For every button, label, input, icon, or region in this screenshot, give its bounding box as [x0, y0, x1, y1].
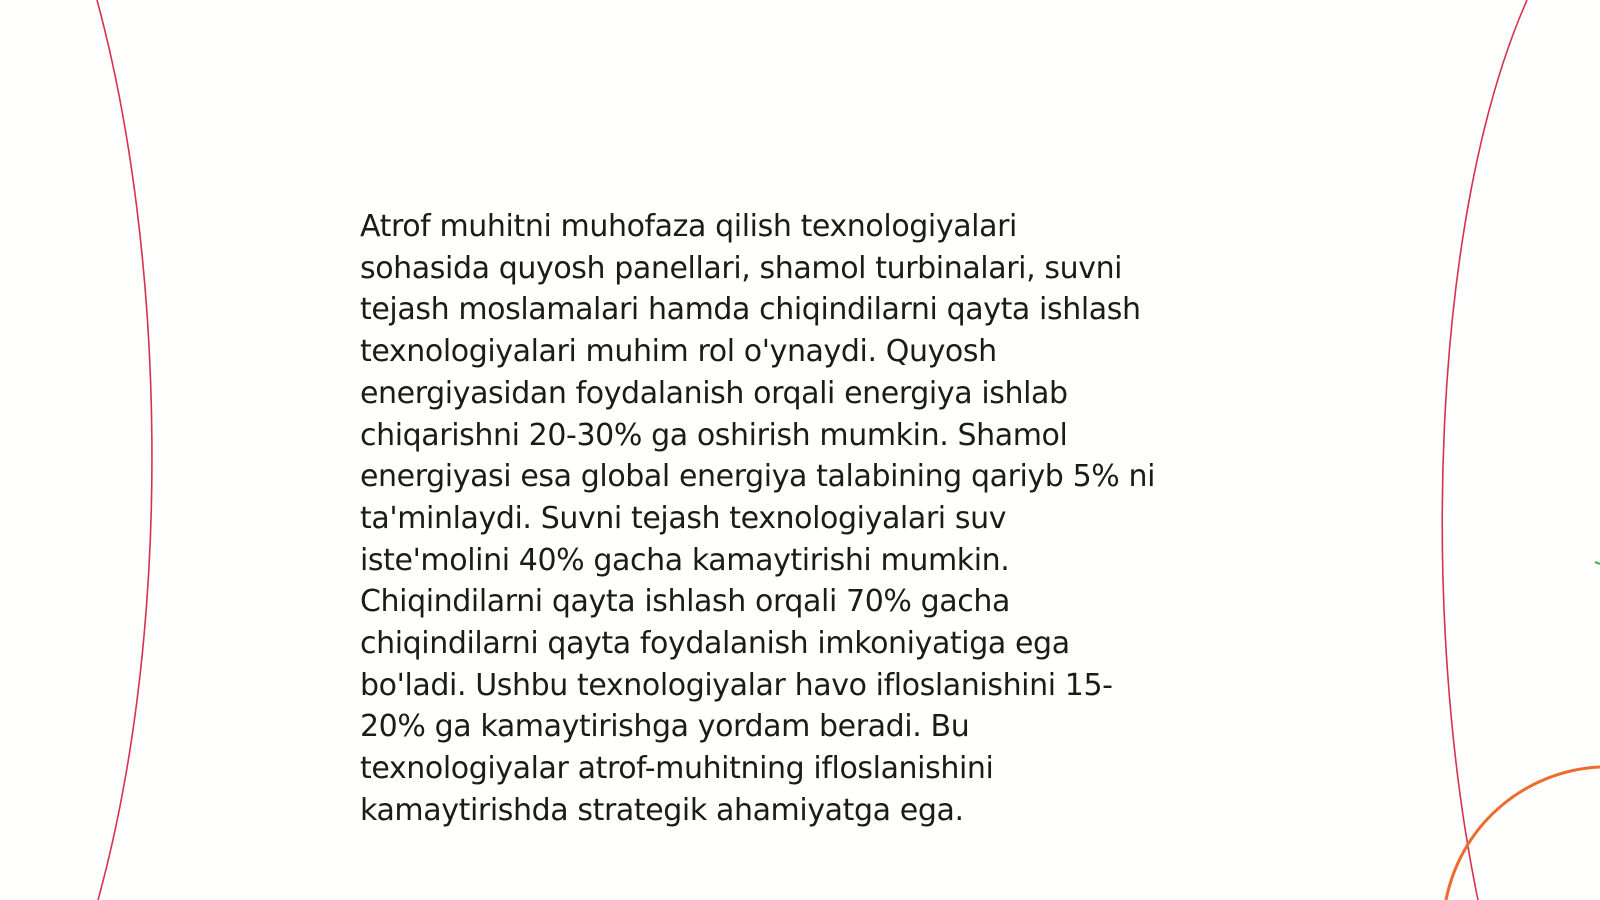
body-line: chiqindilarni qayta foydalanish imkoniyatiga ega — [360, 626, 1070, 662]
corner-orange-arc — [1446, 767, 1600, 900]
body-line: tejash moslamalari hamda chiqindilarni qayta ishlash — [360, 292, 1141, 328]
body-line: iste'molini 40% gacha kamaytirishi mumkin. — [360, 542, 1010, 578]
left-curve-line — [97, 0, 152, 900]
body-line: texnologiyalar atrof-muhitning ifloslanishini — [360, 751, 994, 787]
body-line: bo'ladi. Ushbu texnologiyalar havo ifloslanishini 15- — [360, 667, 1113, 703]
body-line: sohasida quyosh panellari, shamol turbinalari, suvni — [360, 250, 1123, 286]
body-line: energiyasidan foydalanish orqali energiya ishlab — [360, 375, 1068, 411]
body-line: chiqarishni 20-30% ga oshirish mumkin. Shamol — [360, 417, 1068, 453]
body-line: Atrof muhitni muhofaza qilish texnologiyalari — [360, 209, 1017, 244]
green-accent-mark — [1595, 562, 1600, 564]
slide-body-text — [360, 206, 1240, 832]
body-line: energiyasi esa global energiya talabining qariyb 5% ni — [360, 459, 1156, 495]
body-line: kamaytirishda strategik ahamiyatga ega. — [360, 792, 964, 828]
body-line: 20% ga kamaytirishga yordam beradi. Bu — [360, 709, 970, 745]
body-line: ta'minlaydi. Suvni tejash texnologiyalari suv — [360, 500, 1007, 536]
body-line: texnologiyalari muhim rol o'ynaydi. Quyosh — [360, 334, 997, 370]
right-curve-line — [1442, 0, 1527, 900]
body-line: Chiqindilarni qayta ishlash orqali 70% gacha — [360, 584, 1010, 620]
